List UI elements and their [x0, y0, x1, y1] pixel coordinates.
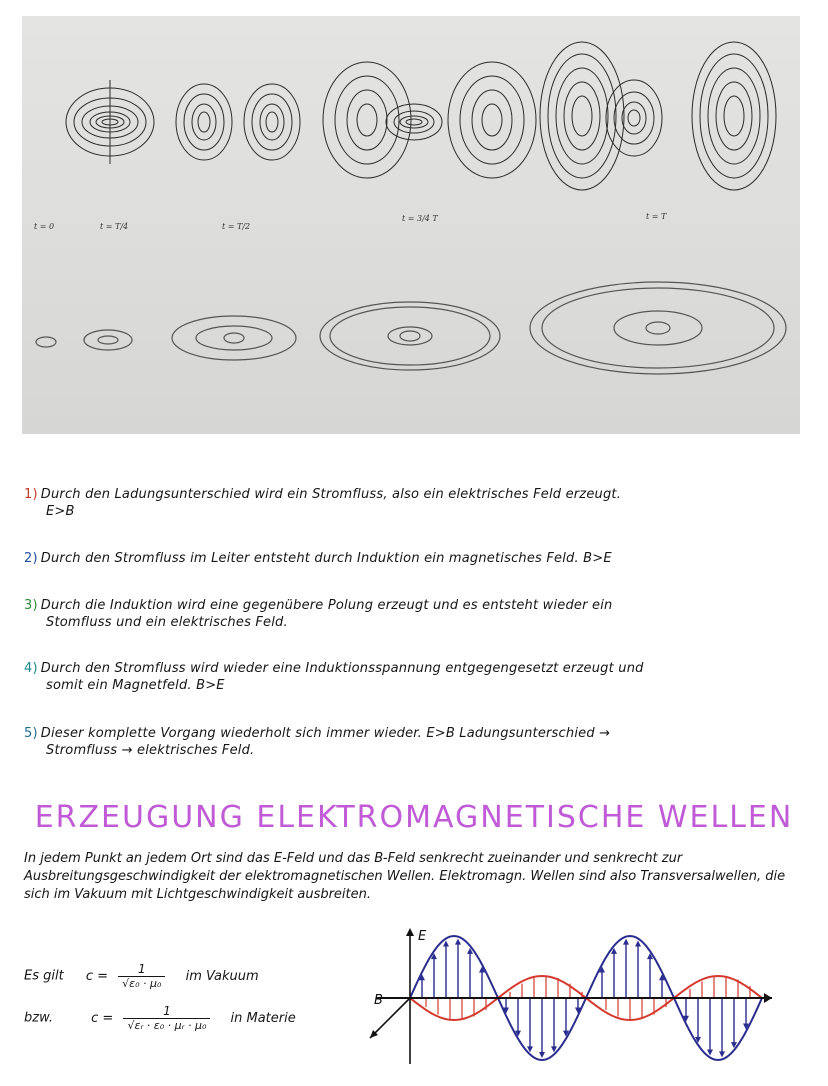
formula-vacuum-numerator: 1 [118, 962, 165, 977]
formula-matter-lhs: c = [91, 1010, 114, 1026]
note-2 [24, 550, 794, 567]
formula-matter-fraction [123, 1004, 210, 1032]
formula-vacuum-fraction [118, 962, 165, 990]
dipole-field-photo [22, 16, 800, 434]
formula-matter-suffix: in Materie [230, 1010, 296, 1026]
e-field-arrowhead-21 [707, 1049, 713, 1055]
em-wave-diagram [362, 922, 782, 1072]
note-3-number: 3) [24, 598, 38, 613]
e-field-arrowhead-22 [719, 1051, 725, 1057]
note-4-number: 4) [24, 661, 38, 676]
note-5 [24, 725, 794, 759]
note-5-line-2: Stromfluss → elektrisches Feld. [46, 743, 255, 758]
note-4 [24, 660, 794, 694]
explanation-paragraph: In jedem Punkt an jedem Ort sind das E-Feld und das B-Feld senkrecht zueinander und senkrecht zur Ausbreitungsgeschwindigkeit der elektromagnetischen Wellen. Elektromagn. Wellen sind also Transversalwellen, die sich im Vakuum mit Lichtgeschwindigkeit ausbreiten. [24, 851, 786, 902]
time-label-1: t = T/4 [100, 222, 129, 231]
note-1 [24, 486, 794, 520]
e-field-arrowhead-15 [623, 939, 629, 945]
note-1-number: 1) [24, 487, 38, 502]
formula-vacuum [24, 962, 259, 990]
e-field-arrowhead-2 [443, 941, 449, 947]
note-1-line-1: Durch den Ladungsunterschied wird ein Stromfluss, also ein elektrisches Feld erzeugt. [40, 487, 622, 502]
formula-vacuum-suffix: im Vakuum [185, 968, 259, 984]
e-axis-arrowhead [406, 928, 414, 936]
formula-vacuum-lhs: c = [85, 968, 109, 984]
propagation-arrowhead [764, 993, 772, 1003]
e-field-arrowhead-16 [635, 941, 641, 947]
note-5-line-1: Dieser komplette Vorgang wiederholt sich immer wieder. E>B Ladungsunterschied → [40, 726, 611, 741]
section-heading: ERZEUGUNG ELEKTROMAGNETISCHE WELLEN [34, 800, 794, 835]
note-4-line-1: Durch den Stromfluss wird wieder eine Induktionsspannung entgegengesetzt erzeugt und [40, 661, 644, 676]
note-2-line-1: Durch den Stromfluss im Leiter entsteht durch Induktion ein magnetisches Feld. B>E [40, 551, 612, 566]
note-3-line-2: Stomfluss und ein elektrisches Feld. [46, 615, 288, 630]
formula-matter-denominator: √εᵣ · ε₀ · μᵣ · μ₀ [127, 1019, 207, 1032]
note-4-line-2: somit ein Magnetfeld. B>E [46, 678, 225, 693]
note-5-number: 5) [24, 726, 38, 741]
dipole-field-drawing [22, 16, 800, 434]
formula-matter-prefix: bzw. [24, 1010, 54, 1026]
e-axis-label: E [418, 929, 427, 944]
note-1-line-2: E>B [46, 504, 75, 519]
time-label-4: t = T [646, 212, 667, 221]
time-label-2: t = T/2 [222, 222, 251, 231]
formula-vacuum-prefix: Es gilt [24, 968, 64, 984]
formula-vacuum-denominator: √ε₀ · μ₀ [122, 977, 162, 990]
note-3 [24, 597, 794, 631]
e-field-arrowhead-3 [455, 939, 461, 945]
formula-matter [24, 1004, 296, 1032]
e-field-arrowhead-9 [539, 1052, 545, 1058]
time-label-0: t = 0 [34, 222, 55, 231]
note-3-line-1: Durch die Induktion wird eine gegenübere Polung erzeugt und es entsteht wieder ein [40, 598, 613, 613]
note-2-number: 2) [24, 551, 38, 566]
b-axis-label: B [374, 993, 383, 1008]
formula-matter-numerator: 1 [123, 1004, 210, 1019]
time-label-3: t = 3/4 T [402, 214, 438, 223]
